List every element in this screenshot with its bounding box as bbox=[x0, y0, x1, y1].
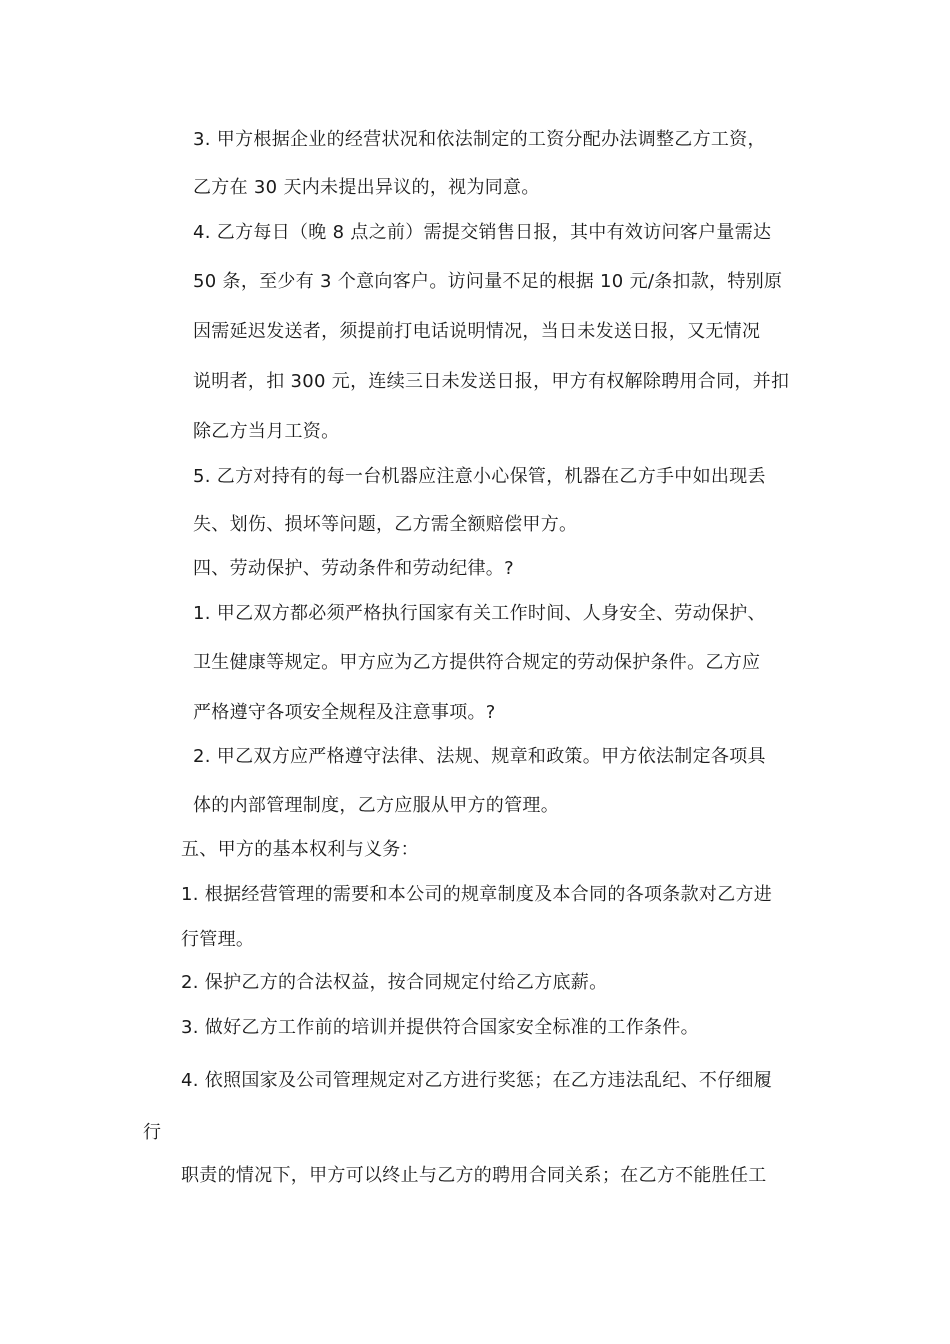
text-line: 5. 乙方对持有的每一台机器应注意小心保管，机器在乙方手中如出现丢 bbox=[193, 466, 766, 487]
text-line: 3. 甲方根据企业的经营状况和依法制定的工资分配办法调整乙方工资， bbox=[193, 129, 766, 150]
text-line: 2. 保护乙方的合法权益，按合同规定付给乙方底薪。 bbox=[181, 972, 608, 993]
text-line: 行 bbox=[143, 1122, 162, 1143]
section-heading: 四、劳动保护、劳动条件和劳动纪律。? bbox=[193, 558, 514, 579]
text-line: 4. 乙方每日（晚 8 点之前）需提交销售日报，其中有效访问客户量需达 bbox=[193, 222, 772, 243]
text-line: 卫生健康等规定。甲方应为乙方提供符合规定的劳动保护条件。乙方应 bbox=[193, 652, 761, 673]
text-line: 50 条，至少有 3 个意向客户。访问量不足的根据 10 元/条扣款，特别原 bbox=[193, 271, 783, 292]
text-line: 1. 根据经营管理的需要和本公司的规章制度及本合同的各项条款对乙方进 bbox=[181, 884, 773, 905]
text-line: 2. 甲乙双方应严格遵守法律、法规、规章和政策。甲方依法制定各项具 bbox=[193, 746, 766, 767]
text-line: 严格遵守各项安全规程及注意事项。? bbox=[193, 702, 496, 723]
text-line: 4. 依照国家及公司管理规定对乙方进行奖惩；在乙方违法乱纪、不仔细履 bbox=[181, 1070, 773, 1091]
text-line: 体的内部管理制度，乙方应服从甲方的管理。 bbox=[193, 795, 559, 816]
text-line: 职责的情况下，甲方可以终止与乙方的聘用合同关系；在乙方不能胜任工 bbox=[181, 1165, 767, 1186]
text-line: 1. 甲乙双方都必须严格执行国家有关工作时间、人身安全、劳动保护、 bbox=[193, 603, 766, 624]
text-line: 除乙方当月工资。 bbox=[193, 421, 340, 442]
text-line: 行管理。 bbox=[181, 929, 255, 950]
section-heading: 五、甲方的基本权利与义务： bbox=[181, 839, 419, 860]
text-line: 因需延迟发送者，须提前打电话说明情况，当日未发送日报，又无情况 bbox=[193, 321, 761, 342]
text-line: 乙方在 30 天内未提出异议的，视为同意。 bbox=[193, 177, 540, 198]
text-line: 3. 做好乙方工作前的培训并提供符合国家安全标准的工作条件。 bbox=[181, 1017, 699, 1038]
text-line: 失、划伤、损坏等问题，乙方需全额赔偿甲方。 bbox=[193, 514, 578, 535]
text-line: 说明者，扣 300 元，连续三日未发送日报，甲方有权解除聘用合同，并扣 bbox=[193, 371, 790, 392]
